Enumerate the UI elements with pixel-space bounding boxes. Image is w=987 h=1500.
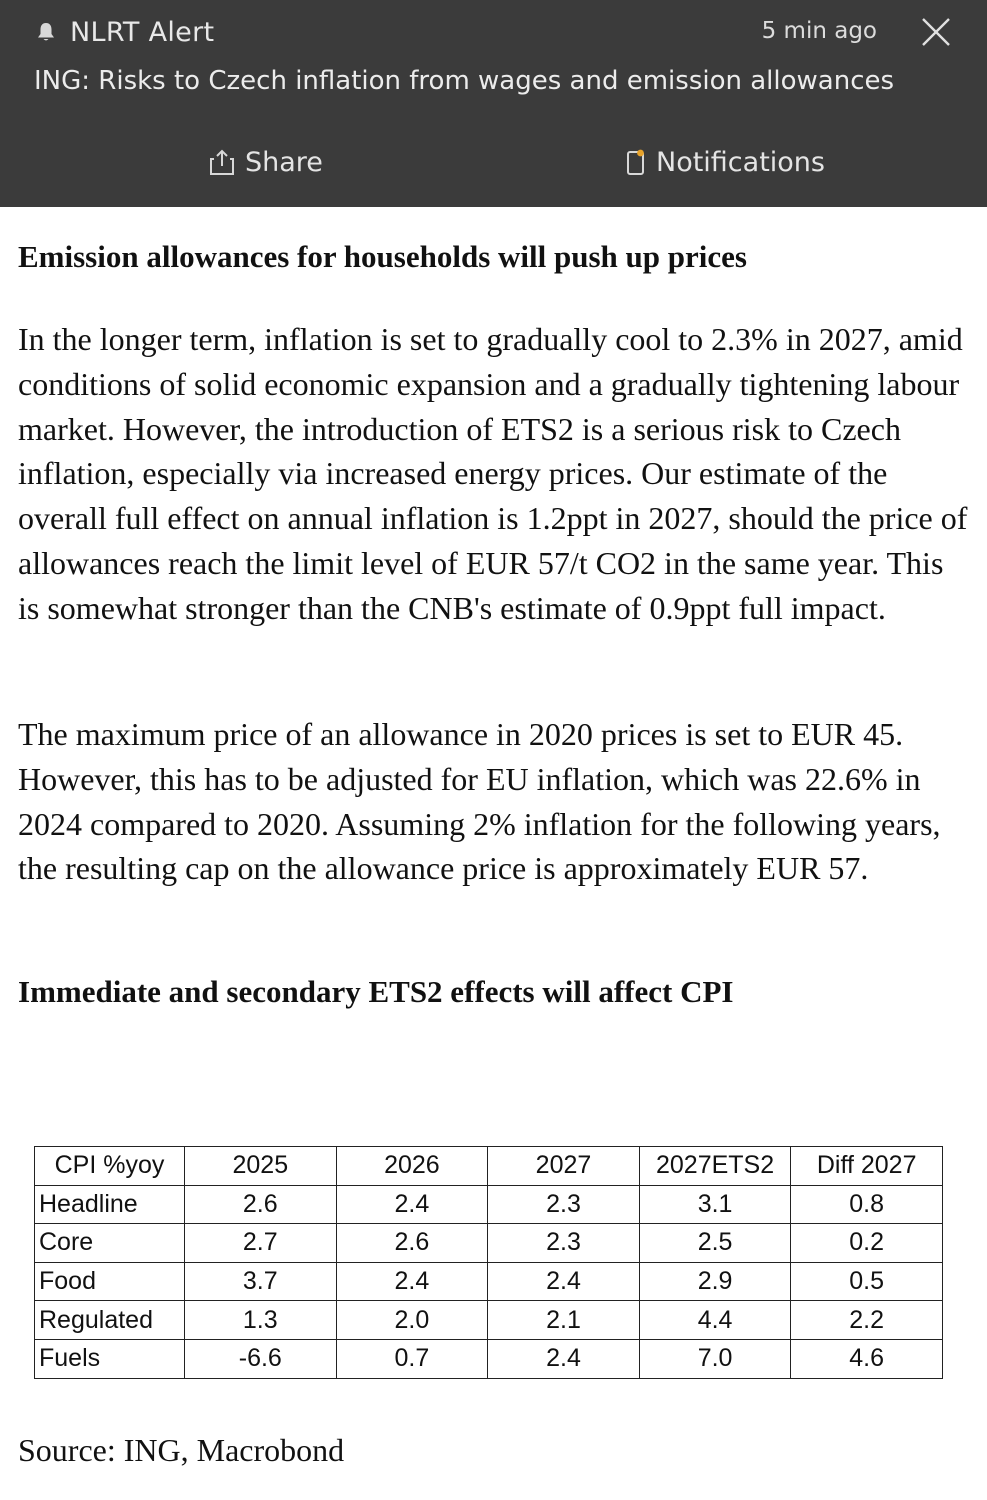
alert-app-row xyxy=(34,14,214,50)
share-icon xyxy=(209,148,235,176)
table-header-row xyxy=(35,1147,943,1186)
table-row xyxy=(35,1224,943,1263)
cpi-table xyxy=(34,1146,943,1379)
share-label: Share xyxy=(245,146,323,178)
table-row xyxy=(35,1185,943,1224)
table-cell: 2.4 xyxy=(488,1262,640,1301)
notification-icon xyxy=(626,148,646,176)
bell-icon xyxy=(34,20,58,44)
paragraph-allowance-price: The maximum price of an allowance in 2020 prices is set to EUR 45. However, this has to be adjusted for EU inflation, which was 22.6% in 2024 compared to 2020. Assuming 2% inflation for the following years, the resulting cap on the allowance price is approximately EUR 57. xyxy=(18,716,941,887)
table-cell: 7.0 xyxy=(639,1339,791,1378)
paragraph-inflation-outlook: In the longer term, inflation is set to gradually cool to 2.3% in 2027, amid conditions of solid economic expansion and a gradually tightening labour market. However, the introduction of ETS2 is a serious risk to Czech inflation, especially via increased energy prices. Our estimate of the overall full effect on annual inflation is 1.2ppt in 2027, should the price of allowances reach the limit level of EUR 57/t CO2 in the same year. This is somewhat stronger than the CNB's estimate of 0.9ppt full impact. xyxy=(18,321,968,626)
share-button[interactable] xyxy=(209,142,323,182)
row-label: Regulated xyxy=(35,1301,185,1340)
table-row xyxy=(35,1301,943,1340)
table-cell: 0.8 xyxy=(791,1185,943,1224)
table-cell: 3.1 xyxy=(639,1185,791,1224)
table-cell: 2.3 xyxy=(488,1185,640,1224)
row-label: Headline xyxy=(35,1185,185,1224)
table-row xyxy=(35,1339,943,1378)
timestamp: 5 min ago xyxy=(761,18,877,44)
table-cell: 2.0 xyxy=(336,1301,488,1340)
table-cell: -6.6 xyxy=(185,1339,337,1378)
table-cell: 2.4 xyxy=(488,1339,640,1378)
table-cell: 0.2 xyxy=(791,1224,943,1263)
table-cell: 0.7 xyxy=(336,1339,488,1378)
row-label: Core xyxy=(35,1224,185,1263)
alert-title[interactable]: ING: Risks to Czech inflation from wages and emission allowances xyxy=(34,66,895,96)
column-header: 2027ETS2 xyxy=(639,1147,791,1186)
column-header: 2025 xyxy=(185,1147,337,1186)
table-cell: 0.5 xyxy=(791,1262,943,1301)
table-row xyxy=(35,1262,943,1301)
table-cell: 2.3 xyxy=(488,1224,640,1263)
table-cell: 3.7 xyxy=(185,1262,337,1301)
table-cell: 2.4 xyxy=(336,1262,488,1301)
table-cell: 2.9 xyxy=(639,1262,791,1301)
table-cell: 2.1 xyxy=(488,1301,640,1340)
column-header: CPI %yoy xyxy=(35,1147,185,1186)
table-cell: 1.3 xyxy=(185,1301,337,1340)
notifications-button[interactable] xyxy=(626,142,825,182)
close-icon[interactable] xyxy=(920,16,952,48)
table-cell: 2.6 xyxy=(185,1185,337,1224)
source-note: Source: ING, Macrobond xyxy=(18,1432,345,1468)
column-header: Diff 2027 xyxy=(791,1147,943,1186)
table-cell: 2.7 xyxy=(185,1224,337,1263)
table-cell: 2.6 xyxy=(336,1224,488,1263)
column-header: 2026 xyxy=(336,1147,488,1186)
row-label: Fuels xyxy=(35,1339,185,1378)
table-cell: 2.4 xyxy=(336,1185,488,1224)
column-header: 2027 xyxy=(488,1147,640,1186)
table-cell: 4.4 xyxy=(639,1301,791,1340)
table-cell: 2.5 xyxy=(639,1224,791,1263)
section-heading-emissions: Emission allowances for households will push up prices xyxy=(18,239,747,274)
row-label: Food xyxy=(35,1262,185,1301)
table-cell: 2.2 xyxy=(791,1301,943,1340)
alert-header xyxy=(0,0,987,207)
app-name: NLRT Alert xyxy=(70,16,215,48)
table-cell: 4.6 xyxy=(791,1339,943,1378)
notifications-label: Notifications xyxy=(656,146,825,178)
section-heading-cpi: Immediate and secondary ETS2 effects will affect CPI xyxy=(18,974,734,1009)
